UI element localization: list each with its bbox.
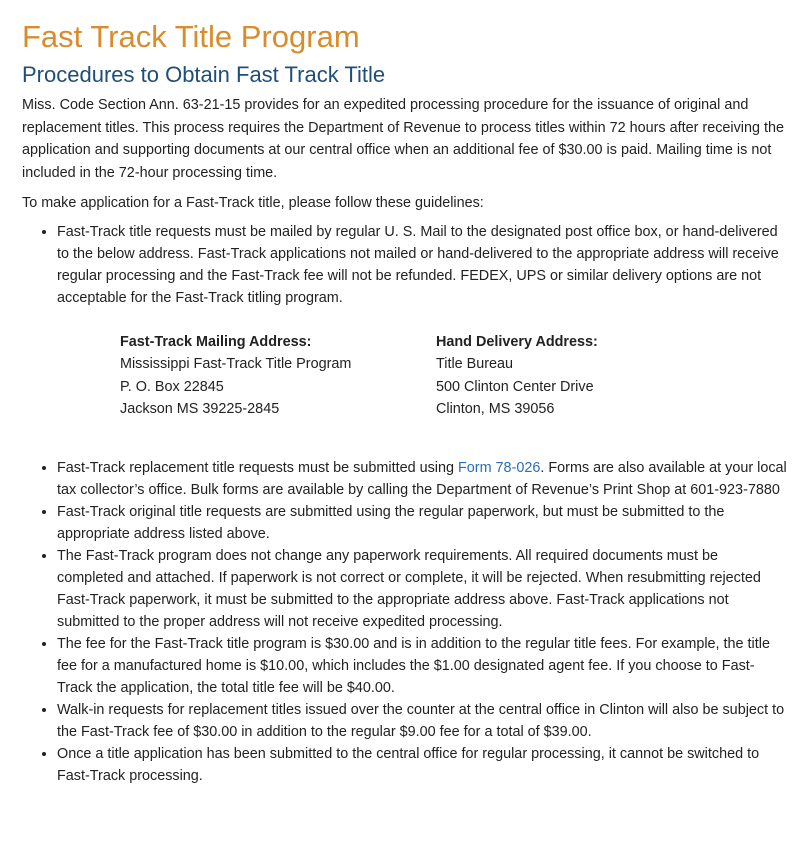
guidelines-intro: To make application for a Fast-Track title, please follow these guidelines: [22,195,484,211]
mailing-address-line: Jackson MS 39225-2845 [120,401,280,417]
hand-delivery-address [436,331,598,421]
mailing-address-heading: Fast-Track Mailing Address: [120,333,312,350]
list-item-replacement-form [57,457,787,501]
list-item-regular-processing: • Once a title application has been submitted to the central office for regular processing, it cannot be switched to Fast-Track processing. [57,743,787,787]
guidelines-list-first [22,221,787,309]
list-item-fee: • The fee for the Fast-Track title program is $30.00 and is in addition to the regular title fees. For example, the title fee for a manufactured home is $10.00, which includes the $1.00 designated agent fee. If you choose to Fast-Track the application, the total title fee will be $40.00. [57,633,787,699]
page-subtitle: Procedures to Obtain Fast Track Title [22,62,386,87]
page-title: Fast Track Title Program [22,19,360,54]
list-item-mailing-rule: • Fast-Track title requests must be mailed by regular U. S. Mail to the designated post office box, or hand-delivered to the below address. Fast-Track applications not mailed or hand-delivered to the appropriate address will receive regular processing and the Fast-Track fee will not be refunded. FEDEX, UPS or similar delivery options are not acceptable for the Fast-Track titling program. [57,221,787,309]
list-item-original-title: • Fast-Track original title requests are submitted using the regular paperwork, but must be submitted to the appropriate address listed above. [57,501,787,545]
hand-delivery-line: Clinton, MS 39056 [436,401,555,417]
mailing-address-line: Mississippi Fast-Track Title Program [120,356,352,372]
mailing-address-line: P. O. Box 22845 [120,378,224,395]
mailing-address [120,331,436,421]
hand-delivery-line: 500 Clinton Center Drive [436,378,594,395]
hand-delivery-line: Title Bureau [436,356,514,372]
list-item-paperwork: • The Fast-Track program does not change any paperwork requirements. All required documents must be completed and attached. If paperwork is not correct or complete, it will be rejected. When resubmitting rejected Fast-Track paperwork, it must be submitted to the appropriate address above. Fast-Track applications not submitted to the proper address will not receive expedited processing. [57,545,787,633]
form-78-026-link[interactable]: Form 78-026 [457,459,541,476]
bullet-text: . Forms are also available at your local tax collector’s office. Bulk forms are available by calling the Department of Revenue’s Print Shop at 601-923-7880 [57,459,787,498]
address-block [120,331,787,421]
guidelines-list-second [22,457,787,787]
hand-delivery-heading: Hand Delivery Address: [436,333,598,350]
list-item-walk-in: • Walk-in requests for replacement titles issued over the counter at the central office in Clinton will also be subject to the Fast-Track fee of $30.00 in addition to the regular $9.00 fee for a total of $39.00. [57,699,787,743]
intro-paragraph: Miss. Code Section Ann. 63-21-15 provides for an expedited processing procedure for the issuance of original and replacement titles. This process requires the Department of Revenue to process titles within 72 hours after receiving the application and supporting documents at our central office when an additional fee of $30.00 is paid. Mailing time is not included in the 72-hour processing time. [22,97,785,181]
bullet-text: Fast-Track replacement title requests must be submitted using [57,459,458,476]
